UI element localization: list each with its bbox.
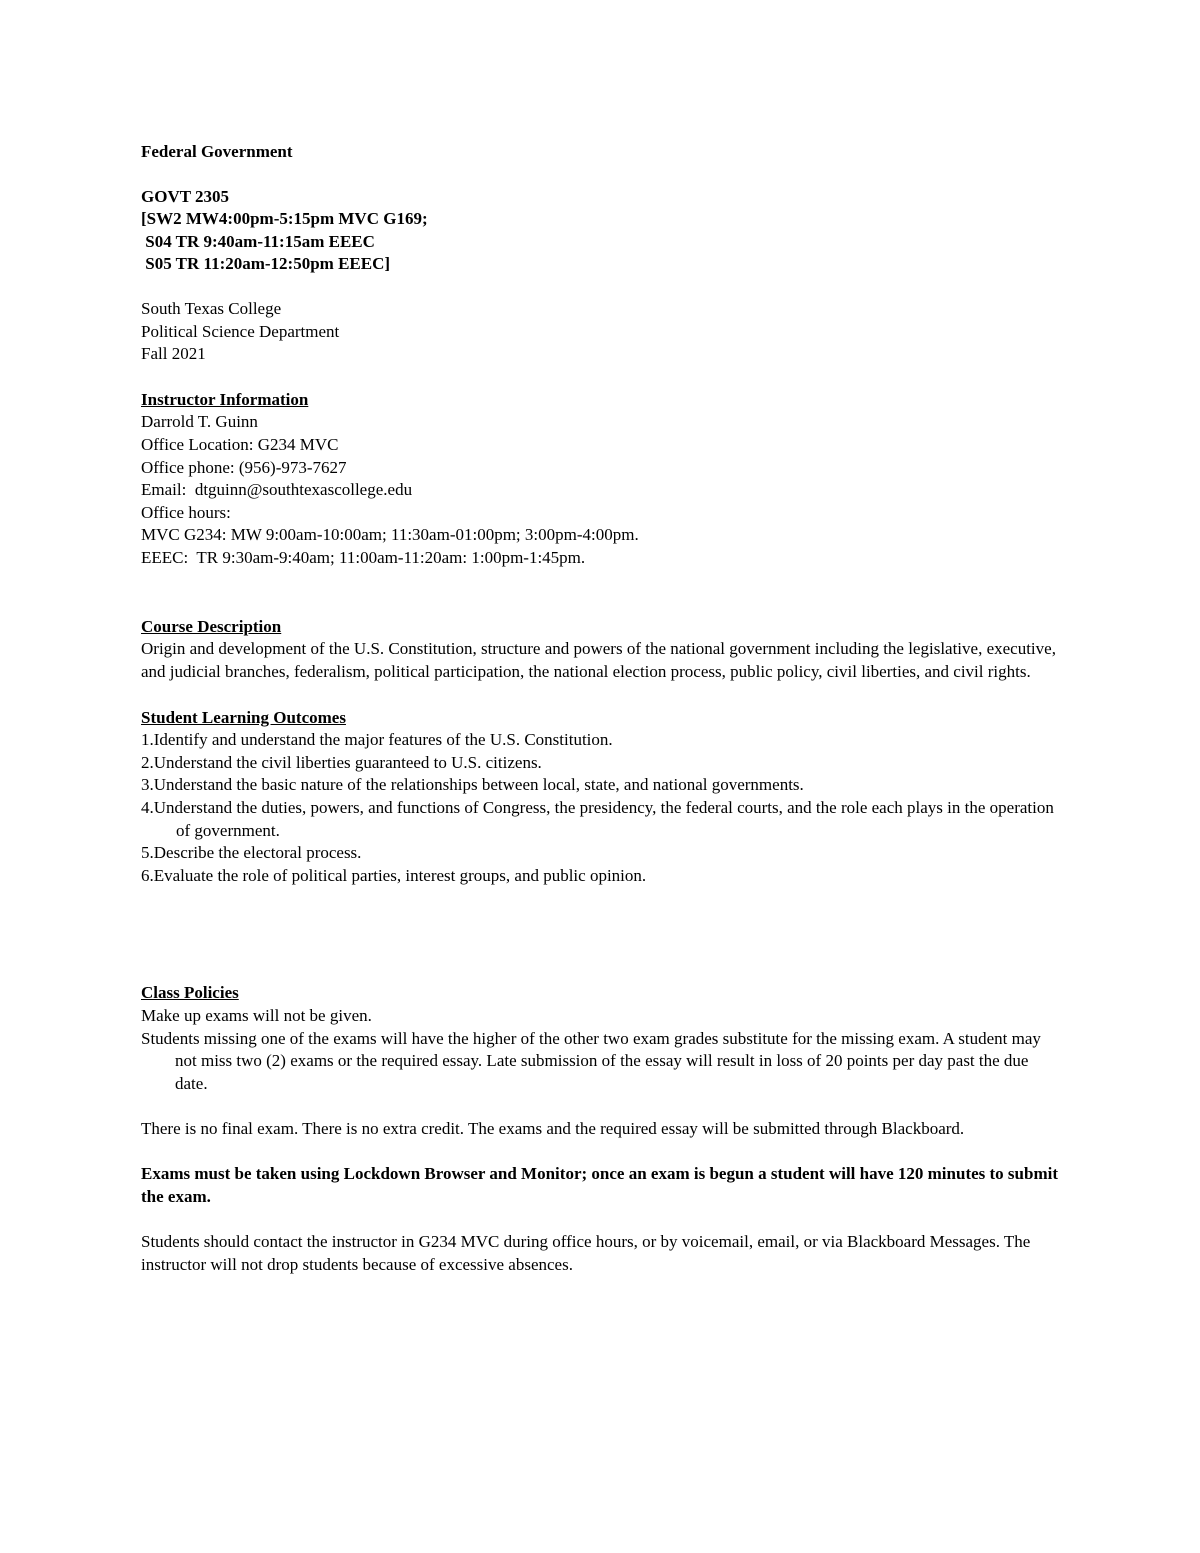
section-schedule-3: S05 TR 11:20am-12:50pm EEEC] [141, 254, 391, 274]
office-location: Office Location: G234 MVC [141, 434, 339, 454]
section-schedule-2: S04 TR 9:40am-11:15am EEEC [141, 231, 375, 251]
policy-makeup: Make up exams will not be given. [141, 1006, 372, 1026]
course-description-text: Origin and development of the U.S. Constitution, structure and powers of the national government including the legislative, executive, and judicial branches, federalism, political participation, the national election process, public policy, civil liberties, and civil rights. [141, 639, 1056, 681]
instructor-heading: Instructor Information [141, 389, 309, 409]
learning-outcome-item: 1.Identify and understand the major features of the U.S. Constitution. [141, 730, 613, 750]
class-policies-heading: Class Policies [141, 983, 239, 1003]
office-phone: Office phone: (956)-973-7627 [141, 457, 347, 477]
learning-outcome-item: 2.Understand the civil liberties guaranteed to U.S. citizens. [141, 752, 542, 772]
department-name: Political Science Department [141, 321, 340, 341]
policy-missing-exams: Students missing one of the exams will have the higher of the other two exam grades substitute for the missing exam. A student may not miss two (2) exams or the required essay. Late submission of the essay will result in loss of 20 points per day past the due date. [141, 1028, 1041, 1093]
learning-outcome-item: 4.Understand the duties, powers, and functions of Congress, the presidency, the federal courts, and the role each plays in the operation of government. [141, 798, 1054, 840]
instructor-email: Email: dtguinn@southtexascollege.edu [141, 480, 413, 500]
policy-lockdown-browser: Exams must be taken using Lockdown Browser and Monitor; once an exam is begun a student will have 120 minutes to submit the exam. [141, 1164, 1058, 1207]
policy-contact: Students should contact the instructor in G234 MVC during office hours, or by voicemail, email, or via Blackboard Messages. The instructor will not drop students because of excessive absences. [141, 1232, 1031, 1274]
instructor-name: Darrold T. Guinn [141, 412, 258, 432]
policy-final-exam: There is no final exam. There is no extra credit. The exams and the required essay will be submitted through Blackboard. [141, 1119, 965, 1139]
office-hours-mvc: MVC G234: MW 9:00am-10:00am; 11:30am-01:00pm; 3:00pm-4:00pm. [141, 525, 639, 545]
learning-outcome-item: 5.Describe the electoral process. [141, 843, 362, 863]
syllabus-page [141, 141, 1061, 1277]
document-title: Federal Government [141, 142, 293, 161]
learning-outcome-item: 6.Evaluate the role of political parties, interest groups, and public opinion. [141, 865, 647, 885]
college-name: South Texas College [141, 298, 282, 318]
section-schedule-1: [SW2 MW4:00pm-5:15pm MVC G169; [141, 209, 428, 229]
term: Fall 2021 [141, 344, 206, 364]
learning-outcomes-heading: Student Learning Outcomes [141, 707, 346, 727]
learning-outcome-item: 3.Understand the basic nature of the relationships between local, state, and national governments. [141, 775, 804, 795]
course-code: GOVT 2305 [141, 186, 230, 206]
office-hours-label: Office hours: [141, 502, 231, 522]
course-description-heading: Course Description [141, 616, 282, 636]
office-hours-eeec: EEEC: TR 9:30am-9:40am; 11:00am-11:20am: 1:00pm-1:45pm. [141, 547, 586, 567]
